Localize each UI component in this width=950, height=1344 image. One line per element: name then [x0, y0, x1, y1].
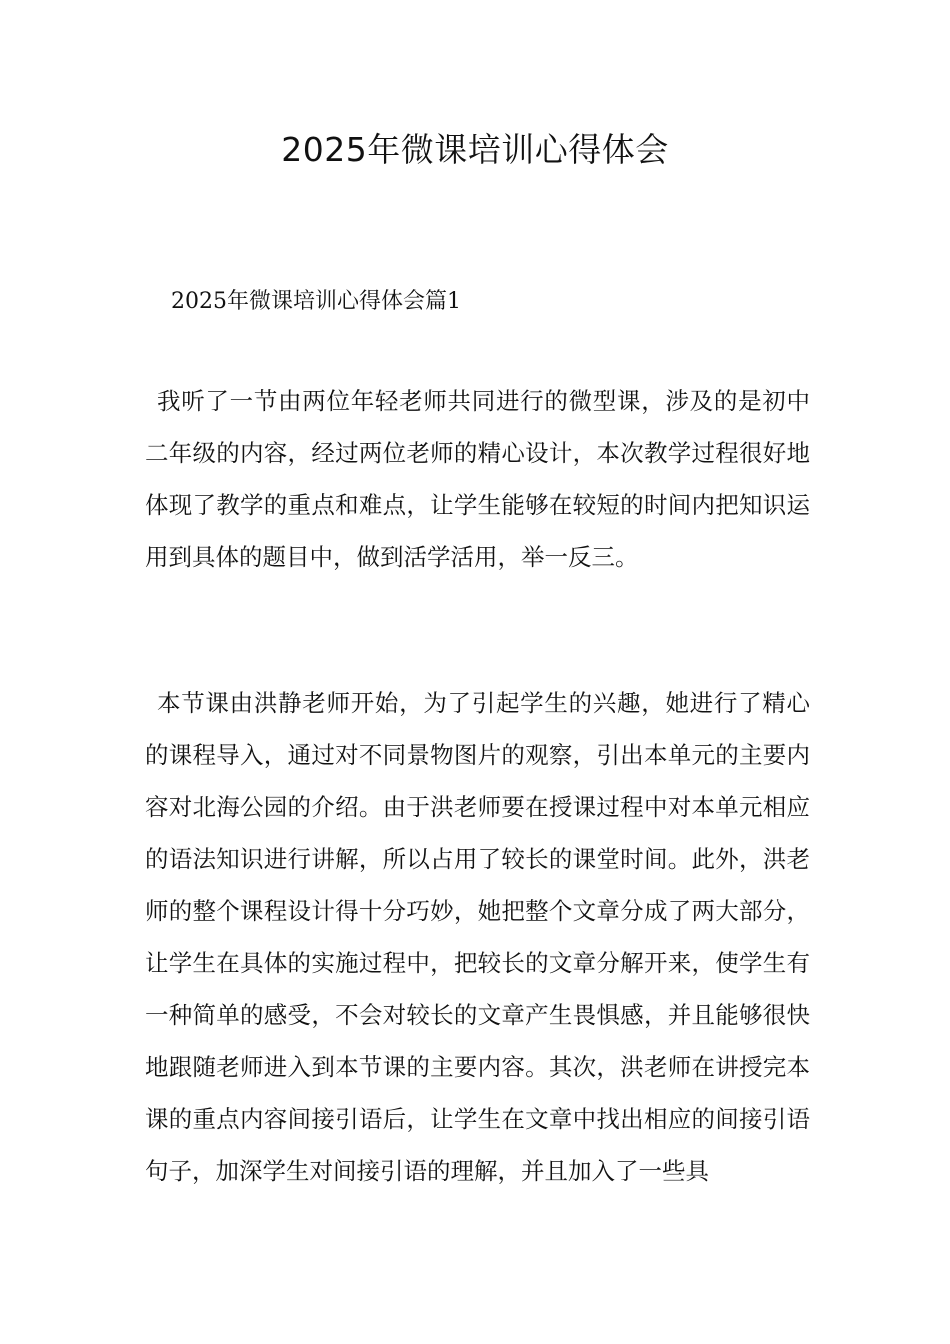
section-heading: 2025年微课培训心得体会篇1 — [171, 289, 461, 314]
document-title: 2025年微课培训心得体会 — [281, 130, 669, 169]
body-paragraph: 我听了一节由两位年轻老师共同进行的微型课，涉及的是初中二年级的内容，经过两位老师的精心设计，本次教学过程很好地体现了教学的重点和难点，让学生能够在较短的时间内把知识运用到具体的题目中，做到活学活用，举一反三。 — [145, 387, 810, 571]
body-paragraph: 本节课由洪静老师开始，为了引起学生的兴趣，她进行了精心的课程导入，通过对不同景物图片的观察，引出本单元的主要内容对北海公园的介绍。由于洪老师要在授课过程中对本单元相应的语法知识进行讲解，所以占用了较长的课堂时间。此外，洪老师的整个课程设计得十分巧妙，她把整个文章分成了两大部分，让学生在具体的实施过程中，把较长的文章分解开来，使学生有一种简单的感受，不会对较长的文章产生畏惧感，并且能够很快地跟随老师进入到本节课的主要内容。其次，洪老师在讲授完本课的重点内容间接引语后，让学生在文章中找出相应的间接引语句子，加深学生对间接引语的理解，并且加入了一些具 — [145, 689, 810, 1185]
